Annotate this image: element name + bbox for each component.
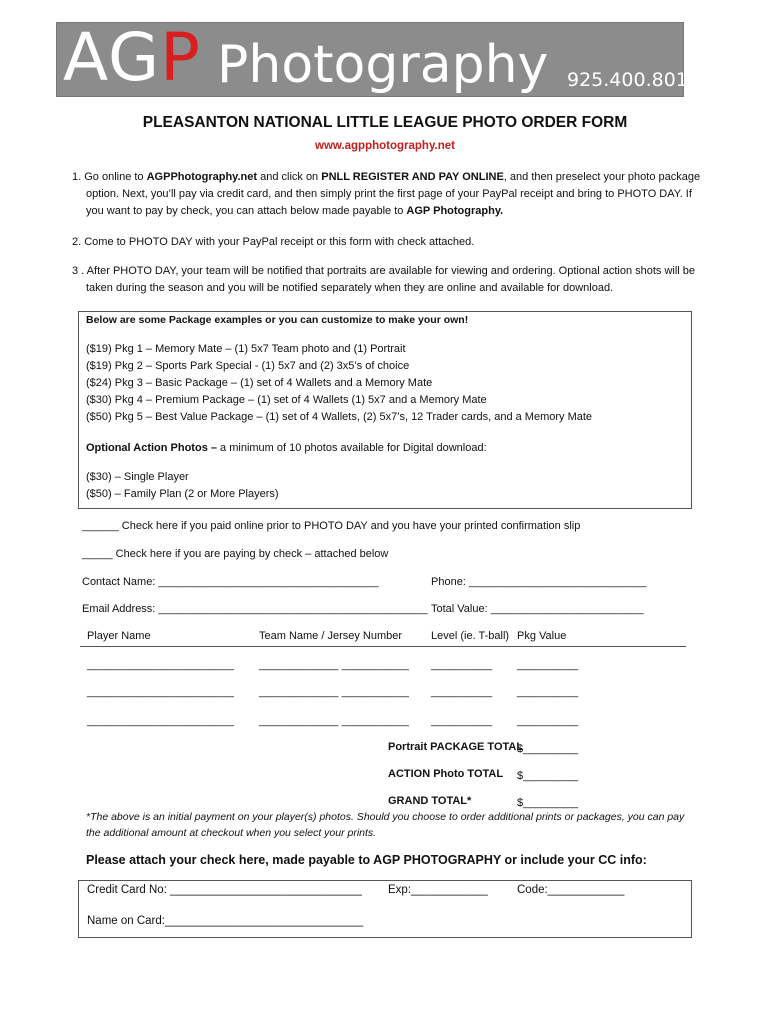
action-photos-line: Optional Action Photos – a minimum of 10 photos available for Digital download: <box>86 442 487 454</box>
payment-note: *The above is an initial payment on your player(s) photos. Should you choose to order additional prints or packages, you can pay the additional amount at checkout when you select your prints. <box>86 811 685 839</box>
form-title: PLEASANTON NATIONAL LITTLE LEAGUE PHOTO ORDER FORM <box>142 114 628 131</box>
action-total-label: ACTION Photo TOTAL <box>388 768 504 780</box>
action-total-field[interactable]: $_________ <box>517 770 579 782</box>
row-3-pkg[interactable]: __________ <box>517 715 579 727</box>
package-item: ($19) Pkg 2 – Sports Park Special - (1) 5x7 and (2) 3x5’s of choice <box>86 360 410 372</box>
checkbox-paying-by-check[interactable]: _____ Check here if you are paying by check – attached below <box>82 548 389 560</box>
step-3: 3 . After PHOTO DAY, your team will be notified that portraits are available for viewing and ordering. Optional action shots will be taken during the season and you will be notified separately when they are online and available for download. <box>72 265 696 294</box>
expiration-field[interactable]: Exp:____________ <box>388 884 488 896</box>
row-1-level[interactable]: __________ <box>431 659 493 671</box>
attach-instructions: Please attach your check here, made payable to AGP PHOTOGRAPHY or include your CC info: <box>86 853 647 867</box>
row-3-player[interactable]: ________________________ <box>87 715 234 727</box>
row-1-team[interactable]: _____________ ___________ <box>259 659 409 671</box>
row-2-team[interactable]: _____________ ___________ <box>259 686 409 698</box>
row-3-team[interactable]: _____________ ___________ <box>259 715 409 727</box>
total-value-field[interactable]: Total Value: _________________________ <box>431 603 644 615</box>
portrait-total-label: Portrait PACKAGE TOTAL <box>388 741 524 753</box>
header-player-name: Player Name <box>87 630 151 642</box>
step-2: 2. Come to PHOTO DAY with your PayPal receipt or this form with check attached. <box>72 236 475 248</box>
header-level: Level (ie. T-ball) <box>431 630 510 642</box>
company-logo <box>56 19 700 97</box>
grand-total-field[interactable]: $_________ <box>517 797 579 809</box>
logo-ag-text: AGP <box>63 19 201 96</box>
security-code-field[interactable]: Code:____________ <box>517 884 625 896</box>
packages-heading: Below are some Package examples or you can customize to make your own! <box>86 314 469 326</box>
contact-name-field[interactable]: Contact Name: ____________________________________ <box>82 576 379 588</box>
action-item: ($50) – Family Plan (2 or More Players) <box>86 488 279 500</box>
portrait-total-field[interactable]: $_________ <box>517 743 579 755</box>
package-item: ($19) Pkg 1 – Memory Mate – (1) 5x7 Team photo and (1) Portrait <box>86 343 406 355</box>
phone-field[interactable]: Phone: _____________________________ <box>431 576 647 588</box>
website-link[interactable]: www.agpphotography.net <box>315 140 455 152</box>
row-1-player[interactable]: ________________________ <box>87 659 234 671</box>
row-3-level[interactable]: __________ <box>431 715 493 727</box>
email-field[interactable]: Email Address: ____________________________________________ <box>82 603 428 615</box>
logo-phone: 925.400.8010 <box>567 69 700 91</box>
step-1: 1. Go online to AGPPhotography.net and click on PNLL REGISTER AND PAY ONLINE, and then preselect your photo package option. Next, you’ll pay via credit card, and then simply print the first page of your PayPal receipt and bring to PHOTO DAY. If you want to pay by check, you can attach below made payable to AGP Photography. <box>72 171 701 217</box>
row-1-pkg[interactable]: __________ <box>517 659 579 671</box>
row-2-player[interactable]: ________________________ <box>87 686 234 698</box>
row-2-level[interactable]: __________ <box>431 686 493 698</box>
header-pkg-value: Pkg Value <box>517 630 567 642</box>
logo-photography-text: Photography <box>217 35 549 95</box>
package-list <box>86 341 592 426</box>
action-list <box>86 469 279 503</box>
package-item: ($30) Pkg 4 – Premium Package – (1) set of 4 Wallets (1) 5x7 and a Memory Mate <box>86 394 487 406</box>
package-item: ($24) Pkg 3 – Basic Package – (1) set of 4 Wallets and a Memory Mate <box>86 377 433 389</box>
checkbox-paid-online[interactable]: ______ Check here if you paid online prior to PHOTO DAY and you have your printed confirmation slip <box>82 520 581 532</box>
table-header-divider <box>80 646 686 647</box>
row-2-pkg[interactable]: __________ <box>517 686 579 698</box>
grand-total-label: GRAND TOTAL* <box>388 795 472 807</box>
credit-card-number-field[interactable]: Credit Card No: ______________________________ <box>87 884 362 896</box>
name-on-card-field[interactable]: Name on Card:_______________________________ <box>87 915 364 927</box>
package-item: ($50) Pkg 5 – Best Value Package – (1) set of 4 Wallets, (2) 5x7’s, 12 Trader cards, and a Memory Mate <box>86 411 593 423</box>
action-item: ($30) – Single Player <box>86 471 189 483</box>
header-team-jersey: Team Name / Jersey Number <box>259 630 403 642</box>
